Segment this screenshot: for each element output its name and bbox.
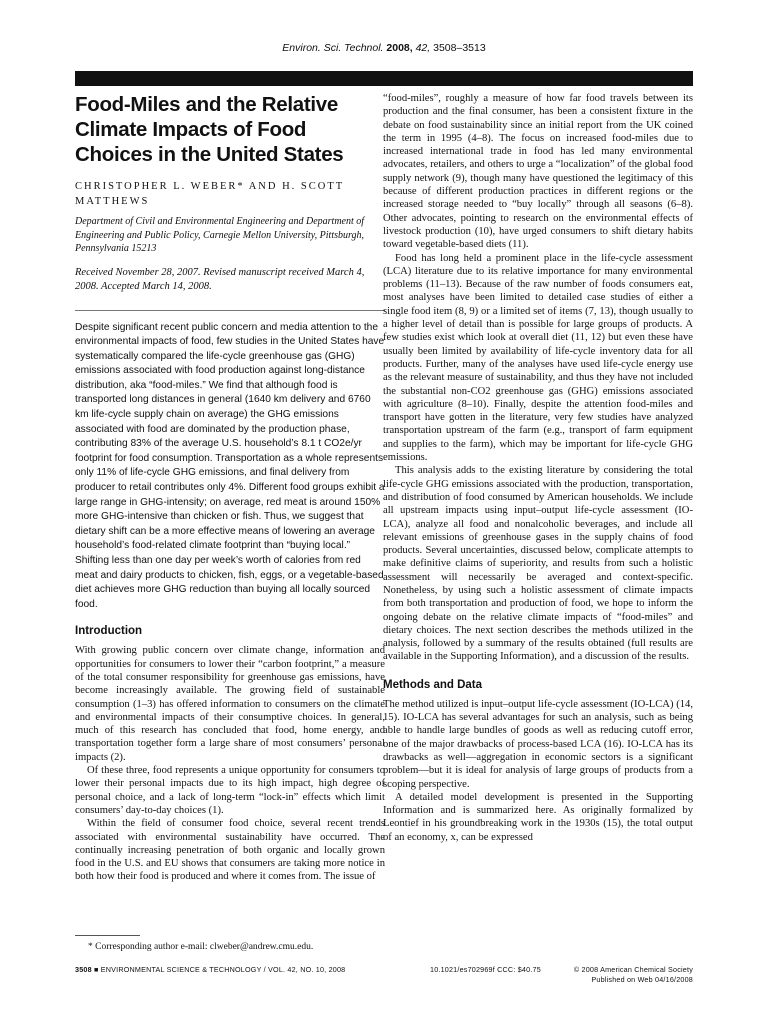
footnote-rule xyxy=(75,935,140,936)
journal-volume: 42, xyxy=(415,42,431,54)
journal-name: Environ. Sci. Technol. xyxy=(282,42,384,54)
paper-title: Food-Miles and the Relative Climate Impacts of Food Choices in the United States xyxy=(75,93,344,166)
footer-bullet: ■ xyxy=(94,965,99,974)
introduction-heading: Introduction xyxy=(75,625,143,638)
footer-journal xyxy=(75,965,345,975)
right-column xyxy=(383,92,693,844)
footer-published: Published on Web 04/16/2008 xyxy=(591,975,693,984)
right-paragraph-1: “food-miles”, roughly a measure of how far food travels between its production and the final consumer, has been a consistent fixture in the debate on food sustainability since an initial report from the UK coined the term in 1995 (4–8). The focus on increased food-miles due to increased international trade in food has led many environmental advocates, retailers, and others to urge a “localization” of the global food supply network (9), though many have questioned the legitimacy of this because of different production practices in different regions or the increased storage needed to “buy locally” through all seasons (6–8). Other advocates, pointing to research on the environmental effects of livestock production (10), have urged consumers to shift dietary habits toward vegetable-based diets (11). xyxy=(383,93,693,251)
right-paragraph-3: This analysis adds to the existing literature by considering the total life-cycle GHG emissions associated with the production, transportation, and distribution of food consumed by American households. We include all upstream impacts using input–output life-cycle assessment (IO-LCA), analyze all food and nonalcoholic beverages, and include all relevant emissions of greenhouse gases in the supply chains of food products. Several uncertainties, discussed below, complicate attempts to make definitive claims of superiority, and results from such a holistic assessment will necessarily be averaged and context-specific. Nonetheless, by using such a holistic assessment of climate impacts from both transportation and production of food, we hope to inform the ongoing debate on the relative climate impacts of “food-miles” and dietary choices. The next section describes the methods utilized in the analysis, followed by a summary of the results obtained (full results are available in the Supporting Information), and a discussion of the results. xyxy=(383,465,693,663)
methods-paragraph-2: A detailed model development is presented in the Supporting Information and is summarized here. As originally formalized by Leontief in his groundbreaking work in the 1930s (15), the total output of an economy, x, can be expressed xyxy=(383,791,693,843)
journal-citation-header xyxy=(0,42,768,54)
footer-doi: 10.1021/es702969f CCC: $40.75 xyxy=(430,965,541,974)
intro-paragraph-1: With growing public concern over climate change, information and opportunities for consumers to lower their “carbon footprint,” a measure of the total consumer responsibility for greenhouse gas emissions, have become increasingly available. The growing field of sustainable consumption (1–3) has offered information to consumers on the climate and environmental impacts of their consumptive choices. In general, much of this research has concluded that food, home energy, and transportation together form a large share of most consumers’ personal impacts (2). xyxy=(75,645,385,763)
journal-year: 2008, xyxy=(386,42,413,54)
footer-copyright: © 2008 American Chemical Society xyxy=(573,965,693,974)
left-column xyxy=(75,92,385,884)
intro-paragraph-3: Within the field of consumer food choice, several recent trends associated with environmental sustainability have occurred. The continually increasing penetration of both organic and locally grown food in the U.S. and EU shows that consumers are taking more notice in both how their food is produced and where it comes from. The issue of xyxy=(75,818,385,883)
methods-heading: Methods and Data xyxy=(383,678,483,691)
right-paragraph-2: Food has long held a prominent place in the life-cycle assessment (LCA) literature due to its relative importance for many environmental problems (11–13). Because of the raw number of foods consumers eat, most analyses have been limited to detailed case studies of either a single food item (8, 9) or a limited set of items (7, 13), though usually to a higher level of detail than is possible for large groups of products. A few studies exist which look at overall diet (11, 12) but even these have usually been limited by availability of life-cycle inventory data for all products. Further, many of the analyses have used life-cycle energy use as the relevant measure of sustainability, and thus they have not included the substantial non-CO2 greenhouse gas (GHG) emissions associated with agriculture (8–10). Finally, despite the attention food-miles and transport have gotten in the literature, very few studies have analyzed transportation upstream of the farm (e.g., transport of farm equipment and supplies to the farm), which may be important for life-cycle GHG emissions. xyxy=(383,252,693,464)
methods-paragraph-1: The method utilized is input–output life-cycle assessment (IO-LCA) (14, 15). IO-LCA has several advantages for such an analysis, such as being able to handle large bundles of goods as well as reducing cutoff error, one of the major drawbacks of process-based LCA (16). IO-LCA has its drawbacks as well—aggregation in economic sectors is a significant problem—but it is ideal for analysis of large groups of products from a scoping perspective. xyxy=(383,698,693,790)
received-dates: Received November 28, 2007. Revised manuscript received March 4, 2008. Accepted March 14, 2008. xyxy=(75,266,365,292)
abstract-divider xyxy=(75,310,385,311)
page-number: 3508 xyxy=(75,965,92,974)
journal-pages: 3508–3513 xyxy=(433,42,486,54)
footer-journal-line: ENVIRONMENTAL SCIENCE & TECHNOLOGY / VOL. 42, NO. 10, 2008 xyxy=(100,965,346,974)
abstract: Despite significant recent public concern and media attention to the environmental impacts of food, few studies in the United States have systematically compared the life-cycle greenhouse gas (GHG) emissions associated with food production against long-distance distribution, aka “food-miles.” We find that although food is transported long distances in general (1640 km delivery and 6760 km life-cycle supply chain on average) the GHG emissions associated with food are dominated by the production phase, contributing 83% of the average U.S. household’s 8.1 t CO2e/yr footprint for food consumption. Transportation as a whole represents only 11% of life-cycle GHG emissions, and final delivery from producer to retail contributes only 4%. Different food groups exhibit a large range in GHG-intensity; on average, red meat is around 150% more GHG-intensive than chicken or fish. Thus, we suggest that dietary shift can be a more effective means of lowering an average household’s food-related climate footprint than “buying local.” Shifting less than one day per week’s worth of calories from red meat and dairy products to chicken, fish, eggs, or a vegetable-based diet achieves more GHG reduction than buying all locally sourced food. xyxy=(75,321,385,610)
header-rule xyxy=(75,71,693,86)
intro-paragraph-2: Of these three, food represents a unique opportunity for consumers to lower their personal impacts due to its high impact, high degree of personal choice, and a lack of long-term “lock-in” effects which limit consumers’ day-to-day choices (1). xyxy=(75,765,385,816)
authors: CHRISTOPHER L. WEBER* AND H. SCOTT MATTHEWS xyxy=(75,181,344,207)
footer-copyright-block xyxy=(532,965,693,985)
affiliation: Department of Civil and Environmental Engineering and Department of Engineering and Public Policy, Carnegie Mellon University, Pittsburgh, Pennsylvania 15213 xyxy=(75,216,365,254)
corresponding-author-footnote: * Corresponding author e-mail: clweber@andrew.cmu.edu. xyxy=(88,942,314,952)
